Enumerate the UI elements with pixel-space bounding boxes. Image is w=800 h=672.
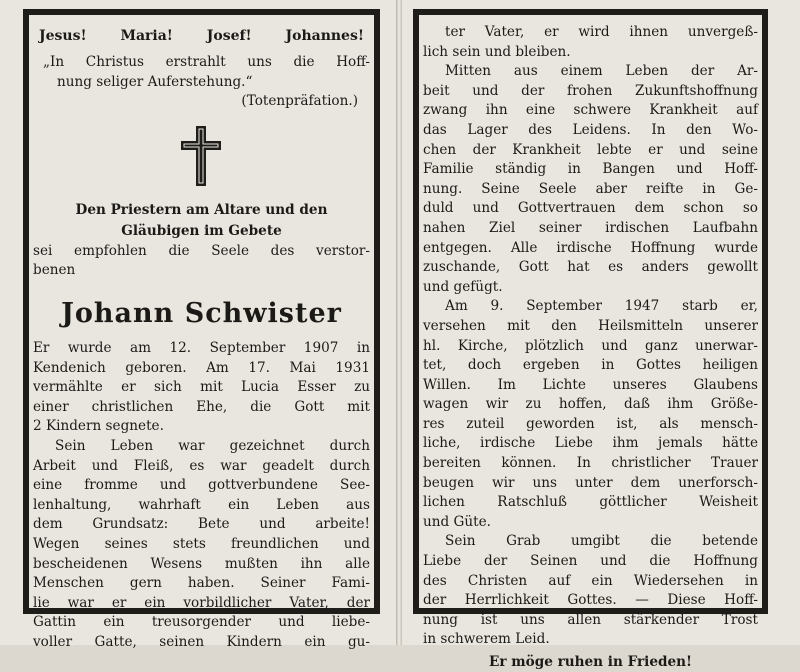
text-line: Sein Grab umgibt die betende xyxy=(445,533,758,550)
text-line: Am 9. September 1947 starb er, xyxy=(445,298,758,315)
text-line: zwang ihn eine schwere Krankheit auf xyxy=(423,102,758,119)
closing-blessing: Er möge ruhen in Frieden! xyxy=(489,654,692,670)
quote-source: (Totenpräfation.) xyxy=(241,93,358,110)
right-page-content xyxy=(423,23,758,670)
text-line: voller Gatte, seinen Kindern ein gu- xyxy=(33,633,370,650)
text-line: hl. Kirche, plötzlich und ganz unerwar- xyxy=(423,337,758,354)
text-line: Mitten aus einem Leben der Ar- xyxy=(445,63,758,80)
text-line: versehen mit den Heilsmitteln unserer xyxy=(423,317,758,334)
text-line: benen xyxy=(33,262,76,279)
text-line: in schwerem Leid. xyxy=(423,631,550,648)
text-line: entgegen. Alle irdische Hoffnung wurde xyxy=(423,239,758,256)
quote-line: „In Christus erstrahlt uns die Hoff- xyxy=(43,54,370,70)
text-line: Willen. Im Lichte unseres Glaubens xyxy=(423,376,758,393)
right-mourning-border xyxy=(413,9,768,670)
left-page-content xyxy=(33,17,370,650)
text-line: duld und Gottvertrauen dem schon so xyxy=(423,200,758,217)
text-line: vermählte er sich mit Lucia Esser zu xyxy=(33,379,370,396)
deceased-name: Johann Schwister xyxy=(61,297,342,329)
text-line: Liebe der Seinen und die Hoffnung xyxy=(423,553,758,570)
text-line: bescheidenen Wesens mußten ihn alle xyxy=(33,555,370,572)
text-line: 2 Kindern segnete. xyxy=(33,418,164,435)
text-line: Wegen seines stets freundlichen und xyxy=(33,535,370,552)
text-line: ter Vater, er wird ihnen unvergeß- xyxy=(445,24,758,40)
text-line: des Christen auf ein Wiedersehen in xyxy=(423,572,758,589)
text-line: Familie ständig in Bangen und Hoff- xyxy=(423,161,758,178)
cross-area xyxy=(33,120,370,190)
text-line: Gattin ein treusorgender und liebe- xyxy=(33,614,370,631)
text-line: und gefügt. xyxy=(423,278,503,295)
text-line: Menschen gern haben. Seiner Fami- xyxy=(33,575,370,592)
death-paragraph xyxy=(423,297,758,532)
text-line: Arbeit und Fleiß, es war geadelt durch xyxy=(33,457,370,474)
text-line: tet, doch ergeben in Gottes heiligen xyxy=(423,357,758,374)
text-line: nung ist uns allen stärkender Trost xyxy=(423,611,758,628)
life-paragraph xyxy=(33,437,370,653)
text-line: nung. Seine Seele aber reifte in Ge- xyxy=(423,180,758,197)
text-line: lie war er ein vorbildlicher Vater, der xyxy=(33,594,370,611)
text-line: nahen Ziel seiner irdischen Laufbahn xyxy=(423,219,758,236)
text-line: beugen wir uns unter dem unerforsch- xyxy=(423,474,758,491)
text-line: chen der Krankheit lebte er und seine xyxy=(423,141,758,158)
dedication-line: Gläubigen im Gebete xyxy=(121,222,282,239)
text-line: liche, irdische Liebe ihm jemals hätte xyxy=(423,435,758,452)
illness-paragraph xyxy=(423,62,758,297)
text-line: und Güte. xyxy=(423,513,491,530)
continuation-paragraph xyxy=(423,23,758,62)
text-line: einer christlichen Ehe, die Gott mit xyxy=(33,398,370,415)
quote-line: nung seliger Auferstehung.“ xyxy=(57,73,253,90)
text-line: res zuteil geworden ist, als mensch- xyxy=(423,415,758,432)
text-line: bereiten können. In christlicher Trauer xyxy=(423,455,758,472)
text-line: der Herrlichkeit Gottes. — Diese Hoff- xyxy=(423,592,758,609)
biography-paragraph xyxy=(33,339,370,437)
text-line: lichen Ratschluß göttlicher Weisheit xyxy=(423,494,758,511)
text-line: beit und der frohen Zukunftshoffnung xyxy=(423,82,758,99)
intro-text xyxy=(33,242,370,281)
text-line: lenhaltung, wahrhaft ein Leben aus xyxy=(33,496,370,513)
dedication xyxy=(33,200,370,242)
text-line: Sein Leben war gezeichnet durch xyxy=(55,437,370,454)
latin-cross-icon xyxy=(181,126,221,186)
grave-paragraph xyxy=(423,532,758,650)
invocation-heading: Jesus! Maria! Josef! Johannes! xyxy=(39,28,364,44)
text-line: Er wurde am 12. September 1907 in xyxy=(33,339,370,356)
text-line: das Lager des Leidens. In den Wo- xyxy=(423,121,758,138)
scripture-quote xyxy=(33,53,370,112)
text-line: wagen wir zu hoffen, daß ihm Größe- xyxy=(423,396,758,413)
text-line: eine fromme und gottverbundene See- xyxy=(33,477,370,494)
text-line: dem Grundsatz: Bete und arbeite! xyxy=(33,516,370,533)
text-line: zuschande, Gott hat es anders gewollt xyxy=(423,259,758,276)
left-mourning-border xyxy=(23,9,380,650)
dedication-line: Den Priestern am Altare und den xyxy=(75,201,328,218)
text-line: sei empfohlen die Seele des verstor- xyxy=(33,242,370,259)
text-line: lich sein und bleiben. xyxy=(423,43,571,60)
text-line: Kendenich geboren. Am 17. Mai 1931 xyxy=(33,359,370,376)
